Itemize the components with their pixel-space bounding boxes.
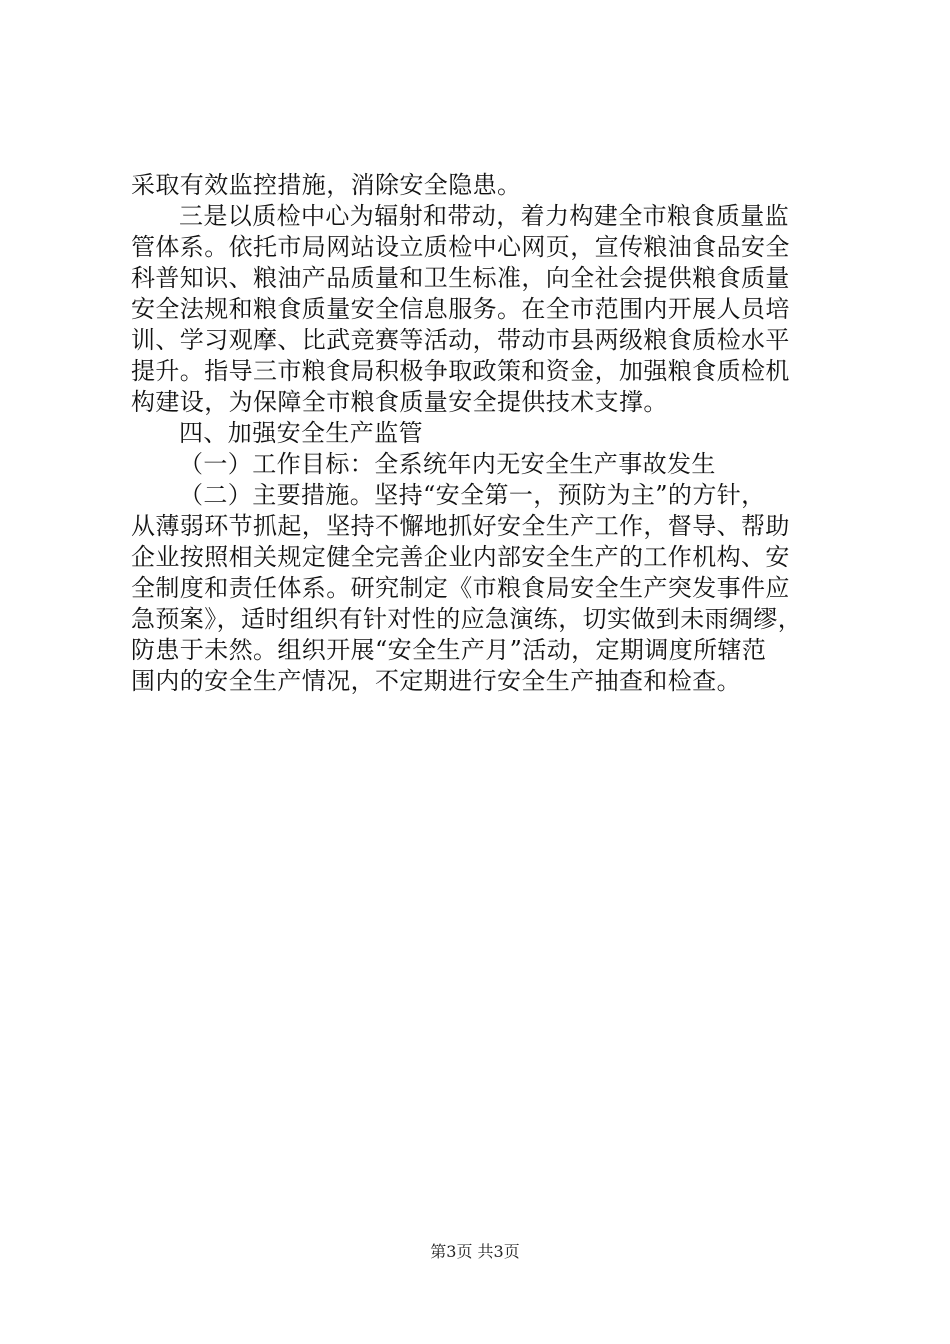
paragraph-start-line: 三是以质检中心为辐射和带动，着力构建全市粮食质量监: [179, 202, 789, 230]
text-line: 采取有效监控措施，消除安全隐患。: [131, 171, 522, 199]
text-line: 训、学习观摩、比武竞赛等活动，带动市县两级粮食质检水平: [131, 326, 790, 354]
text-line: 全制度和责任体系。研究制定《市粮食局安全生产突发事件应: [131, 574, 790, 602]
text-line: 围内的安全生产情况，不定期进行安全生产抽查和检查。: [131, 667, 741, 695]
text-line: 科普知识、粮油产品质量和卫生标准，向全社会提供粮食质量: [131, 264, 790, 292]
text-line: 企业按照相关规定健全完善企业内部安全生产的工作机构、安: [131, 543, 790, 571]
document-body: [131, 170, 831, 697]
text-line: 管体系。依托市局网站设立质检中心网页，宣传粮油食品安全: [131, 233, 790, 261]
section-heading: 四、加强安全生产监管: [179, 419, 423, 447]
subsection-goal: （一）工作目标：全系统年内无安全生产事故发生: [179, 450, 716, 478]
text-line: 防患于未然。组织开展“安全生产月”活动，定期调度所辖范: [131, 636, 767, 664]
text-line: 安全法规和粮食质量安全信息服务。在全市范围内开展人员培: [131, 295, 790, 323]
text-line: 急预案》，适时组织有针对性的应急演练，切实做到未雨绸缪，: [131, 605, 803, 633]
text-line: 提升。指导三市粮食局积极争取政策和资金，加强粮食质检机: [131, 357, 790, 385]
text-line: 从薄弱环节抓起，坚持不懈地抓好安全生产工作，督导、帮助: [131, 512, 790, 540]
text-line: 构建设，为保障全市粮食质量安全提供技术支撑。: [131, 388, 668, 416]
page-footer: 第3页 共3页: [430, 1242, 520, 1261]
subsection-measures: （二）主要措施。坚持“安全第一，预防为主”的方针，: [179, 481, 766, 509]
